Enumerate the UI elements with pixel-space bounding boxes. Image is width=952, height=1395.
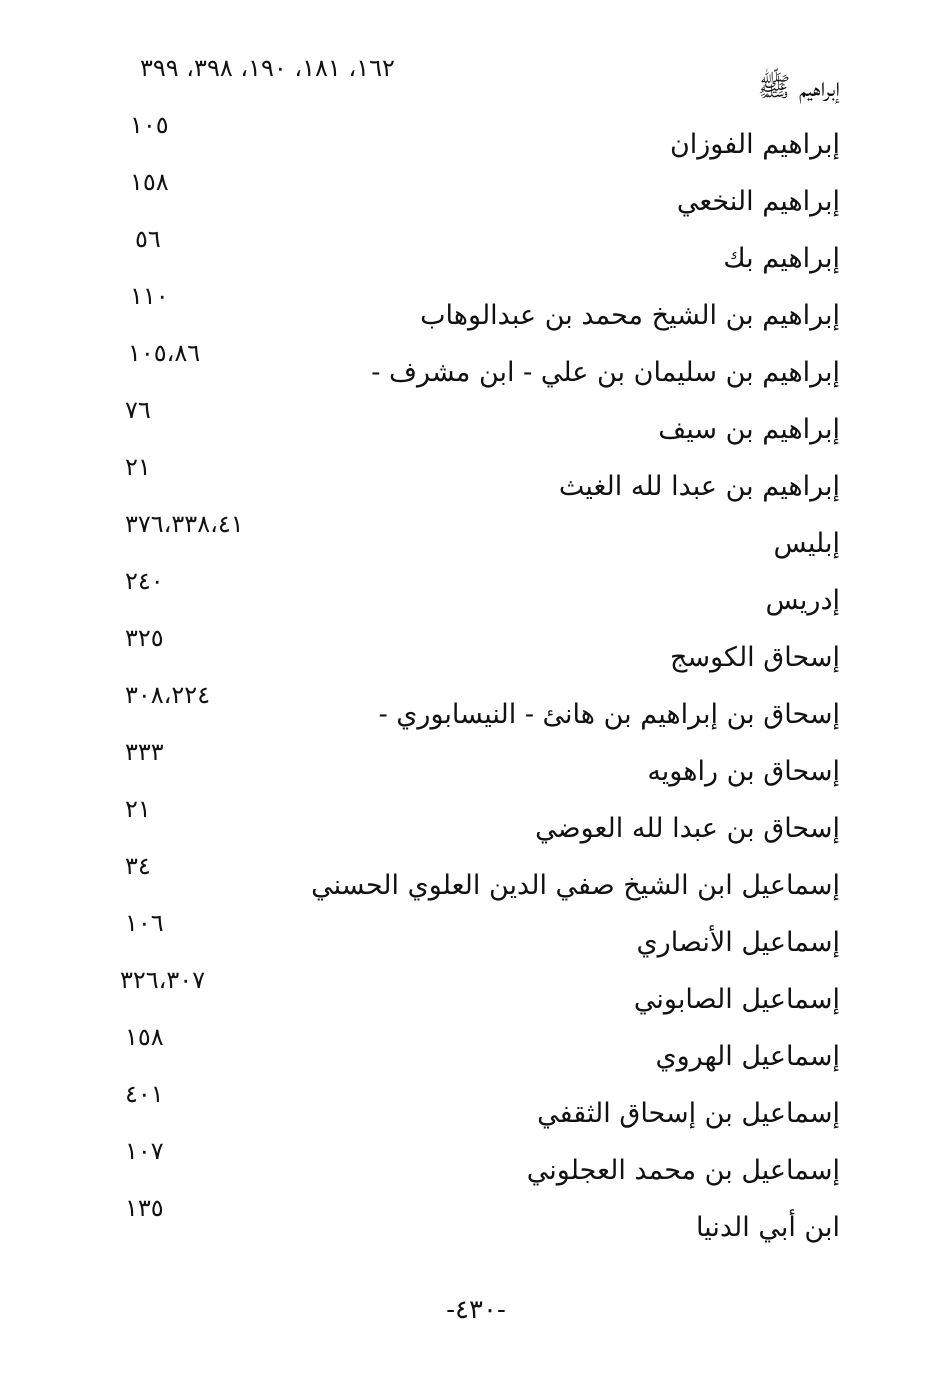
entry-name: إبراهيم بن سيف [658,414,840,445]
entry-pages: ١٠٥ [130,111,169,139]
entry-name: إبراهيم ﷺ [757,72,840,103]
entry-pages: ١٠٥،٨٦ [128,339,201,367]
entry-name: إبراهيم النخعي [676,186,840,217]
entry-pages: ١٣٥ [125,1194,164,1222]
entry-pages: ٥٦ [135,225,161,253]
entry-name: إسماعيل بن إسحاق الثقفي [537,1098,840,1129]
entry-name: ابن أبي الدنيا [695,1212,840,1243]
entry-pages: ٣٧٦،٣٣٨،٤١ [125,510,244,538]
entry-name: إسحاق بن راهويه [647,756,840,787]
entry-pages: ٧٦ [125,396,151,424]
entry-pages: ٣٢٥ [125,624,164,652]
entry-name: إسماعيل ابن الشيخ صفي الدين العلوي الحسني [311,870,840,901]
entry-name: إدريس [765,585,840,616]
index-entry [0,1194,952,1265]
entry-name: إبليس [773,528,840,559]
entry-pages: ٢١ [125,453,151,481]
entry-name: إبراهيم الفوزان [669,129,840,160]
entry-pages: ١١٠ [130,282,169,310]
entry-name: إسماعيل الأنصاري [636,927,840,958]
entry-name: إسحاق الكوسج [670,642,840,673]
entry-pages: ٣٠٨،٢٢٤ [125,681,211,709]
entry-name: إبراهيم بن الشيخ محمد بن عبدالوهاب [420,300,840,331]
page-number: -٤٣٠- [446,1295,506,1325]
entry-pages: ١٠٦ [125,909,164,937]
entry-pages: ٣٣٣ [125,738,164,766]
entry-pages: ١٠٧ [125,1137,164,1165]
entry-name: إسحاق بن عبدا لله العوضي [535,813,840,844]
entry-pages: ٣٢٦،٣٠٧ [120,966,206,994]
entry-pages: ١٦٢، ١٨١، ١٩٠، ٣٩٨، ٣٩٩ [140,54,395,82]
entry-pages: ١٥٨ [130,168,169,196]
entry-pages: ٤٠١ [125,1080,164,1108]
entry-name: إسماعيل الهروي [655,1041,840,1072]
entry-name: إسماعيل الصابوني [633,984,840,1015]
entry-name: إسماعيل بن محمد العجلوني [526,1155,840,1186]
entry-pages: ١٥٨ [125,1023,164,1051]
entry-name: إسحاق بن إبراهيم بن هانئ - النيسابوري - [378,699,840,730]
entry-name: إبراهيم بن سليمان بن علي - ابن مشرف - [371,357,840,388]
entry-pages: ٣٤ [125,852,151,880]
entry-name: إبراهيم بن عبدا لله الغيث [558,471,840,502]
entry-pages: ٢١ [125,795,151,823]
entry-pages: ٢٤٠ [125,567,164,595]
entry-name: إبراهيم بك [723,243,840,274]
